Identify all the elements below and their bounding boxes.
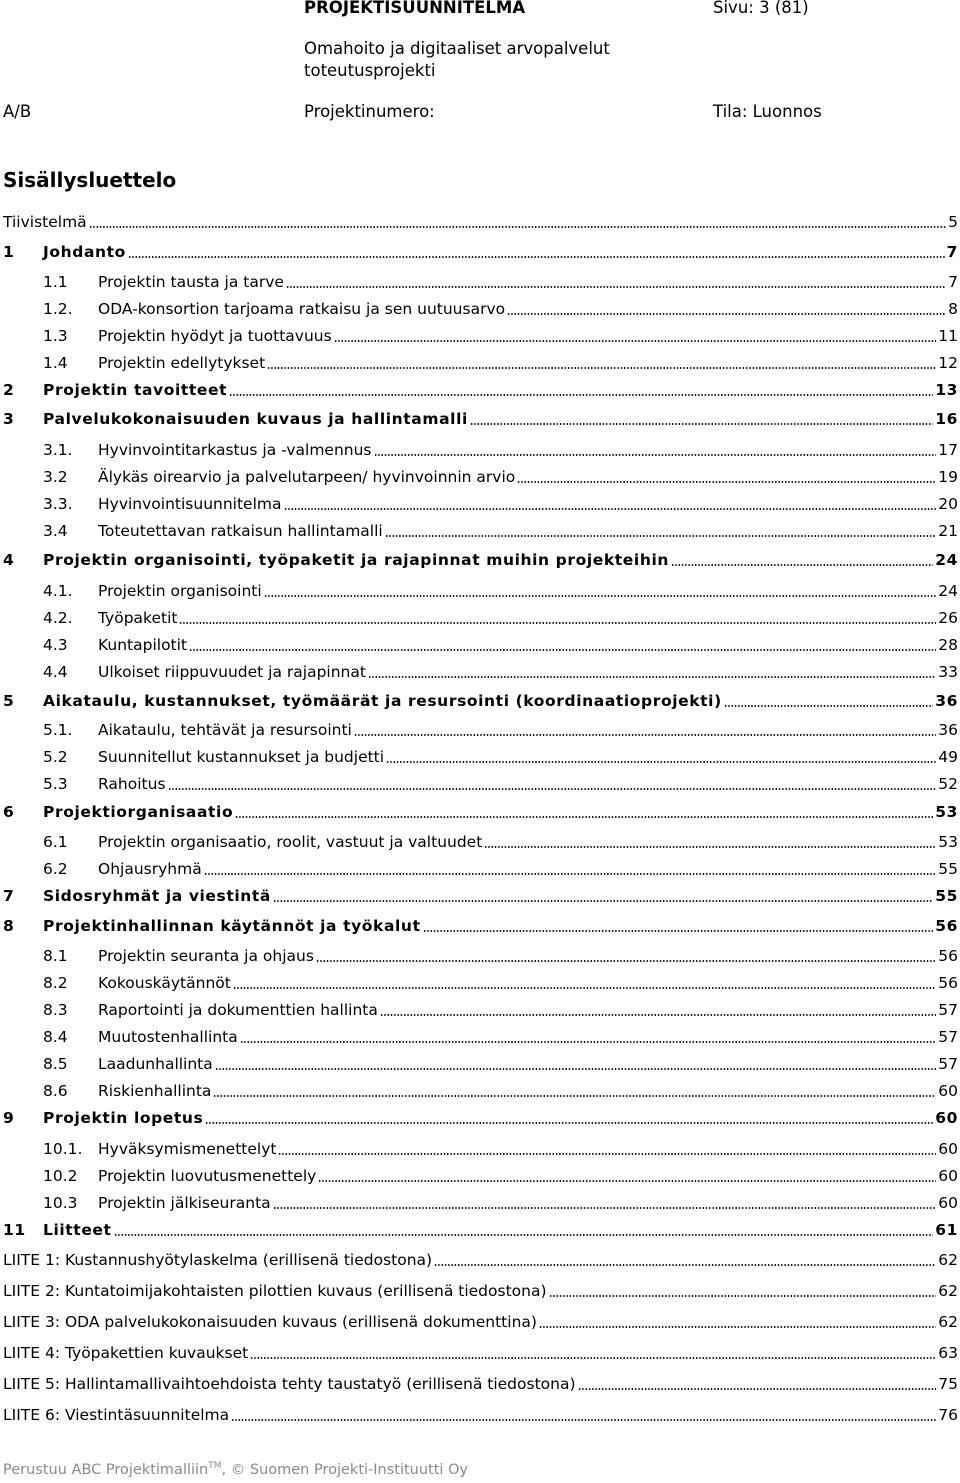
toc-entry-title: Projektin edellytykset	[98, 354, 266, 372]
toc-entry-title: Sidosryhmät ja viestintä	[43, 887, 271, 905]
dot-leader	[240, 1041, 937, 1043]
dot-leader	[284, 508, 937, 510]
toc-entry-page: 62	[938, 1251, 958, 1269]
toc-entry-page: 55	[935, 887, 958, 905]
footer-text: Perustuu ABC Projektimalliin	[3, 1461, 209, 1478]
toc-entry[interactable]	[3, 517, 958, 541]
toc-entry-page: 56	[938, 974, 958, 992]
version-label: A/B	[3, 102, 32, 121]
toc-entry-title: Muutostenhallinta	[98, 1028, 238, 1046]
toc-entry[interactable]	[3, 996, 958, 1020]
toc-entry-number: 1.2.	[43, 300, 73, 318]
toc-entry[interactable]	[3, 1308, 958, 1332]
toc-entry[interactable]	[3, 436, 958, 460]
toc-entry-title: LIITE 1: Kustannushyötylaskelma (erillisenä tiedostona)	[3, 1251, 433, 1269]
dot-leader	[318, 1180, 936, 1182]
toc-entry-page: 36	[938, 721, 958, 739]
toc-entry-page: 75	[938, 1375, 958, 1393]
toc-entry-page: 7	[948, 273, 958, 291]
toc-entry-title: Projektin hyödyt ja tuottavuus	[98, 327, 332, 345]
toc-entry-title: Hyvinvointisuunnitelma	[98, 495, 282, 513]
toc-entry-title: LIITE 4: Työpakettien kuvaukset	[3, 1344, 249, 1362]
toc-entry[interactable]	[3, 322, 958, 346]
toc-entry-page: 49	[938, 748, 958, 766]
toc-entry-page: 53	[935, 803, 958, 821]
toc-entry[interactable]	[3, 268, 958, 292]
project-name: Omahoito ja digitaaliset arvopalvelut toteutusprojekti	[304, 39, 610, 80]
toc-entry-title: Aikataulu, tehtävät ja resursointi	[98, 721, 352, 739]
toc-entry[interactable]	[3, 658, 958, 682]
toc-entry-title: ODA-konsortion tarjoama ratkaisu ja sen uutuusarvo	[98, 300, 506, 318]
toc-entry[interactable]	[3, 604, 958, 628]
toc-entry-title: Kokouskäytännöt	[98, 974, 231, 992]
toc-entry-page: 55	[938, 860, 958, 878]
toc-entry-page: 56	[938, 947, 958, 965]
toc-entry-number: 1	[3, 243, 15, 261]
toc-entry-title: Laadunhallinta	[98, 1055, 213, 1073]
toc-entry[interactable]	[3, 1370, 958, 1394]
toc-entry[interactable]	[3, 1023, 958, 1047]
toc-entry-title: Työpaketit	[98, 609, 178, 627]
toc-entry-number: 4.4	[43, 663, 68, 681]
toc-entry-title: Tiivistelmä	[3, 213, 87, 231]
toc-entry-title: Projektin jälkiseuranta	[98, 1194, 271, 1212]
toc-entry-page: 21	[938, 522, 958, 540]
toc-entry-page: 16	[935, 410, 958, 428]
toc-entry-title: Ulkoiset riippuvuudet ja rajapinnat	[98, 663, 366, 681]
dot-leader	[354, 734, 936, 736]
toc-entry-title: Palvelukokonaisuuden kuvaus ja hallintamalli	[43, 410, 468, 428]
toc-entry-number: 7	[3, 887, 15, 905]
dot-leader	[386, 761, 936, 763]
toc-entry-number: 8.3	[43, 1001, 68, 1019]
toc-entry-page: 76	[938, 1406, 958, 1424]
toc-entry-title: Projektin organisaatio, roolit, vastuut ja valtuudet	[98, 833, 483, 851]
toc-entry[interactable]	[3, 631, 958, 655]
toc-entry-page: 17	[938, 441, 958, 459]
toc-entry[interactable]	[3, 828, 958, 852]
toc-entry[interactable]	[3, 376, 958, 400]
toc-entry-title: Liitteet	[43, 1221, 112, 1239]
toc-entry-page: 62	[938, 1313, 958, 1331]
dot-leader	[205, 1122, 933, 1124]
dot-leader	[128, 256, 945, 258]
toc-entry-page: 57	[938, 1055, 958, 1073]
toc-entry-number: 4.1.	[43, 582, 73, 600]
toc-entry-number: 11	[3, 1221, 26, 1239]
toc-entry-page: 28	[938, 636, 958, 654]
toc-entry-page: 63	[938, 1344, 958, 1362]
toc-entry-page: 52	[938, 775, 958, 793]
dot-leader	[179, 622, 936, 624]
toc-entry-title: LIITE 2: Kuntatoimijakohtaisten pilottien kuvaus (erillisenä tiedostona)	[3, 1282, 547, 1300]
toc-entry-page: 8	[948, 300, 958, 318]
trademark-mark: TM	[208, 1461, 222, 1471]
toc-entry-number: 1.3	[43, 327, 68, 345]
toc-entry-title: Projektin luovutusmenettely	[98, 1167, 317, 1185]
toc-entry-page: 61	[935, 1221, 958, 1239]
toc-entry-title: Hyvinvointitarkastus ja -valmennus	[98, 441, 372, 459]
toc-entry[interactable]	[3, 238, 958, 262]
toc-entry[interactable]	[3, 1246, 958, 1270]
toc-entry[interactable]	[3, 1277, 958, 1301]
toc-entry-number: 5.3	[43, 775, 68, 793]
toc-entry-number: 10.3	[43, 1194, 78, 1212]
toc-entry[interactable]	[3, 798, 958, 822]
toc-entry-title: Ohjausryhmä	[98, 860, 202, 878]
dot-leader	[189, 649, 936, 651]
toc-entry[interactable]	[3, 349, 958, 373]
toc-entry[interactable]	[3, 1339, 958, 1363]
toc-entry[interactable]	[3, 1162, 958, 1186]
toc-entry-title: Johdanto	[43, 243, 126, 261]
toc-entry-title: Suunnitellut kustannukset ja budjetti	[98, 748, 385, 766]
dot-leader	[264, 595, 937, 597]
toc-entry-title: Raportointi ja dokumenttien hallinta	[98, 1001, 378, 1019]
toc-entry-title: Projektin organisointi	[98, 582, 262, 600]
toc-entry-number: 3.1.	[43, 441, 73, 459]
dot-leader	[213, 1095, 936, 1097]
dot-leader	[423, 930, 934, 932]
dot-leader	[671, 564, 933, 566]
toc-entry-number: 2	[3, 381, 15, 399]
dot-leader	[374, 454, 937, 456]
toc-entry-number: 9	[3, 1109, 15, 1127]
dot-leader	[250, 1357, 936, 1359]
toc-entry-page: 57	[938, 1001, 958, 1019]
toc-entry-title: LIITE 3: ODA palvelukokonaisuuden kuvaus (erillisenä dokumenttina)	[3, 1313, 537, 1331]
toc-entry-number: 3.4	[43, 522, 68, 540]
dot-leader	[233, 987, 936, 989]
toc-entry-page: 60	[935, 1109, 958, 1127]
toc-entry-title: Hyväksymismenettelyt	[98, 1140, 277, 1158]
toc-entry-page: 26	[938, 609, 958, 627]
toc-entry-number: 5	[3, 692, 15, 710]
toc-entry-title: Projektin tausta ja tarve	[98, 273, 284, 291]
toc-entry-number: 8.4	[43, 1028, 68, 1046]
toc-entry[interactable]	[3, 942, 958, 966]
dot-leader	[267, 367, 936, 369]
toc-heading: Sisällysluettelo	[3, 168, 177, 192]
dot-leader	[484, 846, 936, 848]
dot-leader	[368, 676, 936, 678]
dot-leader	[549, 1295, 937, 1297]
toc-entry-title: LIITE 5: Hallintamallivaihtoehdoista tehty taustatyö (erillisenä tiedostona)	[3, 1375, 576, 1393]
toc-entry-page: 24	[938, 582, 958, 600]
footer	[3, 1461, 468, 1478]
toc-entry-number: 5.1.	[43, 721, 73, 739]
toc-entry-page: 5	[948, 213, 958, 231]
toc-entry-page: 7	[946, 243, 958, 261]
toc-entry[interactable]	[3, 687, 958, 711]
dot-leader	[273, 900, 933, 902]
dot-leader	[434, 1264, 936, 1266]
toc-entry-page: 60	[938, 1167, 958, 1185]
toc-entry-number: 4.3	[43, 636, 68, 654]
toc-entry[interactable]	[3, 882, 958, 906]
toc-entry-page: 60	[938, 1194, 958, 1212]
toc-entry[interactable]	[3, 577, 958, 601]
dot-leader	[286, 286, 946, 288]
toc-entry-page: 19	[938, 468, 958, 486]
toc-entry[interactable]	[3, 405, 958, 429]
toc-entry-number: 3	[3, 410, 15, 428]
toc-entry[interactable]	[3, 1050, 958, 1074]
dot-leader	[215, 1068, 937, 1070]
dot-leader	[385, 535, 937, 537]
toc-entry-page: 33	[938, 663, 958, 681]
toc-entry-page: 60	[938, 1082, 958, 1100]
toc-entry-number: 8.6	[43, 1082, 68, 1100]
toc-entry-page: 36	[935, 692, 958, 710]
page-number: Sivu: 3 (81)	[713, 0, 809, 17]
dot-leader	[539, 1326, 936, 1328]
dot-leader	[168, 788, 937, 790]
toc-entry-title: Projektin seuranta ja ohjaus	[98, 947, 314, 965]
dot-leader	[114, 1234, 934, 1236]
toc-entry-title: Älykäs oirearvio ja palvelutarpeen/ hyvinvoinnin arvio	[98, 468, 516, 486]
toc-entry[interactable]	[3, 1077, 958, 1101]
toc-entry-title: Rahoitus	[98, 775, 166, 793]
toc-entry[interactable]	[3, 490, 958, 514]
toc-entry-page: 53	[938, 833, 958, 851]
toc-entry[interactable]	[3, 1401, 958, 1425]
footer-copyright: , © Suomen Projekti-Instituutti Oy	[221, 1461, 469, 1478]
toc-entry-title: LIITE 6: Viestintäsuunnitelma	[3, 1406, 230, 1424]
toc-entry-number: 8.2	[43, 974, 68, 992]
toc-entry-page: 12	[938, 354, 958, 372]
toc-entry-number: 10.2	[43, 1167, 78, 1185]
toc-entry-title: Projektinhallinnan käytännöt ja työkalut	[43, 917, 421, 935]
toc-entry-title: Toteutettavan ratkaisun hallintamalli	[98, 522, 383, 540]
toc-entry-title: Projektin organisointi, työpaketit ja rajapinnat muihin projekteihin	[43, 551, 670, 569]
toc-entry-page: 60	[938, 1140, 958, 1158]
toc-entry-page: 62	[938, 1282, 958, 1300]
toc-entry-number: 3.2	[43, 468, 68, 486]
toc-entry[interactable]	[3, 208, 958, 232]
toc-entry-page: 57	[938, 1028, 958, 1046]
dot-leader	[470, 423, 933, 425]
dot-leader	[278, 1153, 936, 1155]
toc-entry[interactable]	[3, 295, 958, 319]
toc-entry[interactable]	[3, 463, 958, 487]
toc-entry[interactable]	[3, 1104, 958, 1128]
toc-entry-number: 4	[3, 551, 15, 569]
toc-entry-title: Riskienhallinta	[98, 1082, 212, 1100]
toc-entry-number: 8.5	[43, 1055, 68, 1073]
dot-leader	[229, 394, 933, 396]
dot-leader	[380, 1014, 936, 1016]
toc-entry-title: Projektin lopetus	[43, 1109, 204, 1127]
toc-entry-number: 6	[3, 803, 15, 821]
toc-entry-title: Aikataulu, kustannukset, työmäärät ja resursointi (koordinaatioprojekti)	[43, 692, 722, 710]
toc-entry-page: 13	[935, 381, 958, 399]
toc-entry-number: 6.2	[43, 860, 68, 878]
toc-entry-number: 8.1	[43, 947, 68, 965]
dot-leader	[231, 1419, 936, 1421]
toc-entry[interactable]	[3, 716, 958, 740]
toc-entry-number: 8	[3, 917, 15, 935]
dot-leader	[578, 1388, 937, 1390]
toc-entry-title: Projektin tavoitteet	[43, 381, 228, 399]
toc-entry-page: 20	[938, 495, 958, 513]
toc-entry[interactable]	[3, 912, 958, 936]
toc-entry[interactable]	[3, 743, 958, 767]
toc-entry-number: 6.1	[43, 833, 68, 851]
dot-leader	[724, 705, 933, 707]
toc-entry-title: Kuntapilotit	[98, 636, 188, 654]
toc-entry[interactable]	[3, 770, 958, 794]
toc-entry-number: 4.2.	[43, 609, 73, 627]
toc-entry-page: 56	[935, 917, 958, 935]
dot-leader	[316, 960, 936, 962]
dot-leader	[89, 226, 946, 228]
dot-leader	[235, 816, 933, 818]
project-number-label: Projektinumero:	[304, 102, 435, 121]
toc-entry-number: 10.1.	[43, 1140, 83, 1158]
dot-leader	[204, 873, 937, 875]
toc-entry-page: 24	[935, 551, 958, 569]
toc-entry[interactable]	[3, 855, 958, 879]
document-title: PROJEKTISUUNNITELMA	[304, 0, 526, 17]
toc-entry-number: 1.4	[43, 354, 68, 372]
dot-leader	[334, 340, 937, 342]
toc-entry-number: 5.2	[43, 748, 68, 766]
toc-entry[interactable]	[3, 1189, 958, 1213]
toc-entry-page: 11	[938, 327, 958, 345]
toc-entry[interactable]	[3, 1135, 958, 1159]
toc-entry[interactable]	[3, 969, 958, 993]
dot-leader	[273, 1207, 937, 1209]
dot-leader	[517, 481, 936, 483]
dot-leader	[507, 313, 946, 315]
toc-entry[interactable]	[3, 1216, 958, 1240]
document-status: Tila: Luonnos	[713, 102, 822, 121]
toc-entry-title: Projektiorganisaatio	[43, 803, 234, 821]
toc-entry-number: 1.1	[43, 273, 68, 291]
toc-entry[interactable]	[3, 546, 958, 570]
toc-entry-number: 3.3.	[43, 495, 73, 513]
